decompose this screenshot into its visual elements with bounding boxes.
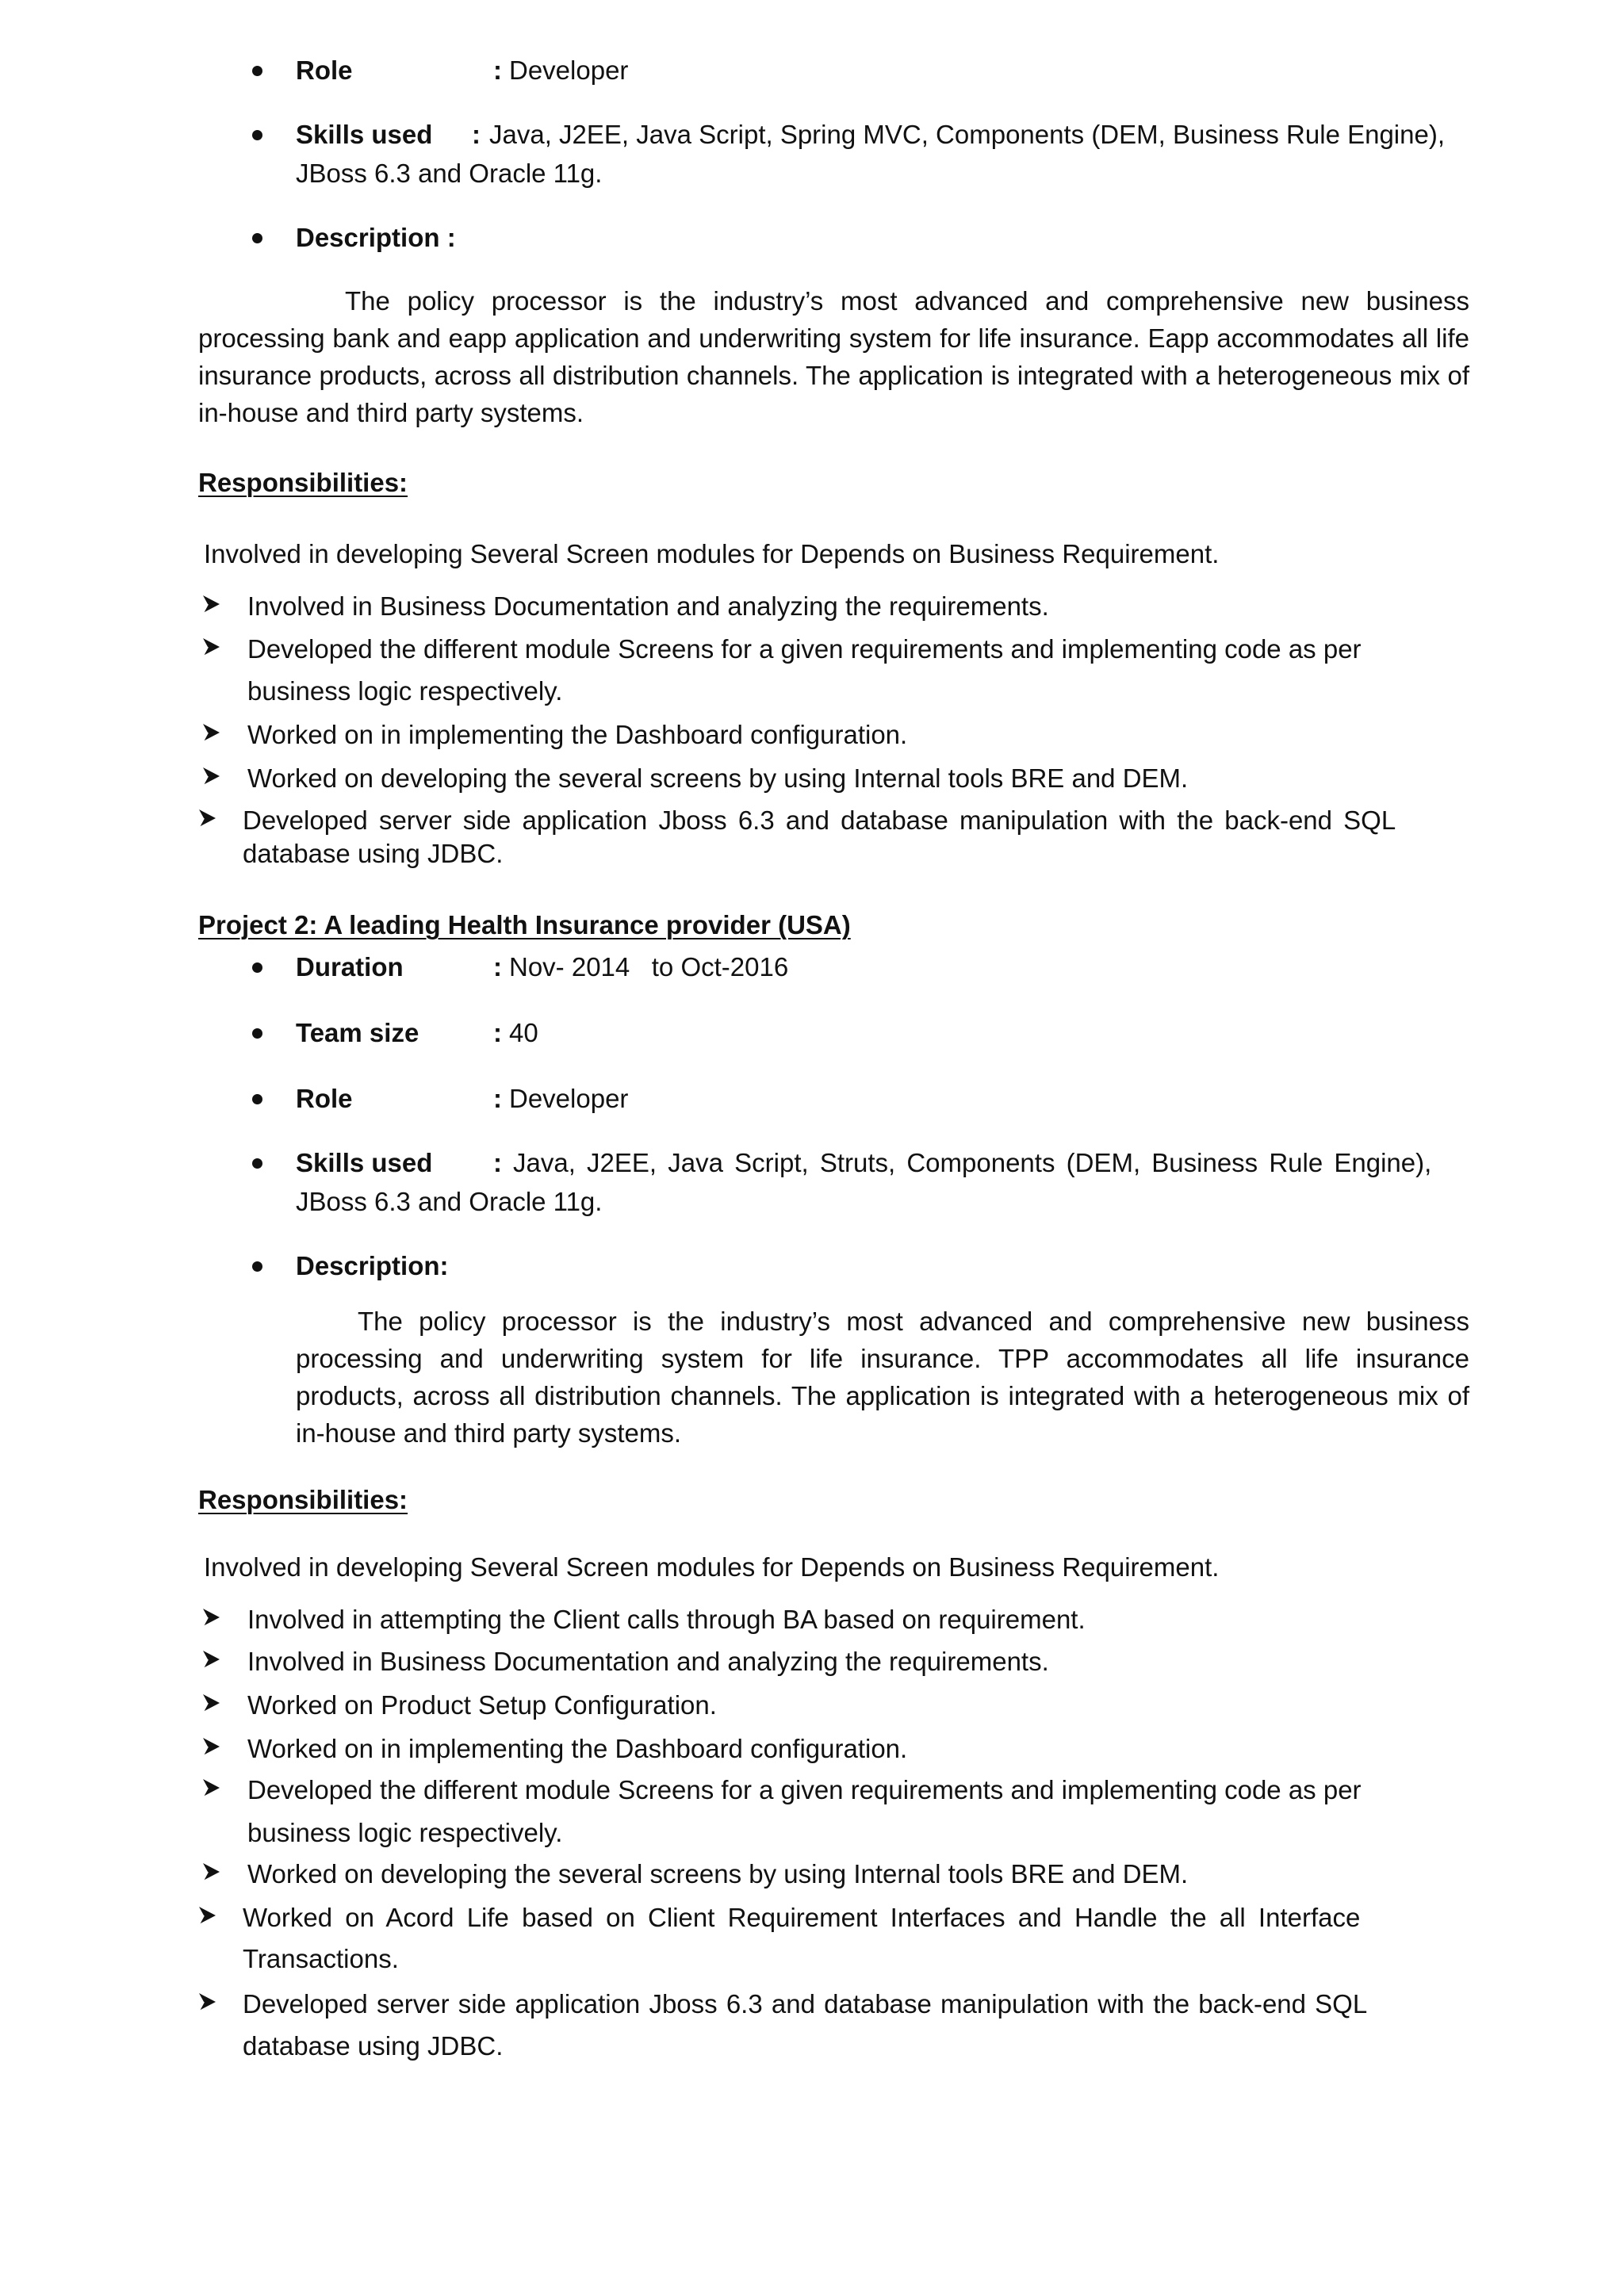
description-label: Description: xyxy=(296,1251,449,1280)
list-item-continued: Transactions. xyxy=(243,1944,399,1973)
arrow-bullet-icon xyxy=(201,637,221,657)
responsibilities-heading: Responsibilities: xyxy=(198,468,408,497)
list-item-continued: business logic respectively. xyxy=(247,676,563,706)
arrow-bullet-icon xyxy=(197,808,217,828)
responsibilities-intro: Involved in developing Several Screen modules for Depends on Business Requirement. xyxy=(204,1552,1220,1582)
list-item: Developed server side application Jboss 6.3 and database manipulation with the back-end SQL xyxy=(243,1989,1368,2019)
list-item-continued: business logic respectively. xyxy=(247,1818,563,1847)
list-item: Developed the different module Screens for a given requirements and implementing code as per xyxy=(247,634,1362,664)
role-label: Role xyxy=(296,1084,353,1113)
team-size-value: 40 xyxy=(509,1018,538,1047)
list-item: Developed server side application Jboss 6.3 and database manipulation with the back-end SQL xyxy=(243,806,1396,835)
team-size-separator: : xyxy=(493,1018,502,1047)
list-item: Worked on developing the several screens by using Internal tools BRE and DEM. xyxy=(247,763,1189,793)
skills-label: Skills used xyxy=(296,120,433,149)
bullet-dot-icon xyxy=(252,1028,262,1039)
project-heading: Project 2: A leading Health Insurance provider (USA) xyxy=(198,910,851,939)
duration-value: Nov- 2014 to Oct-2016 xyxy=(509,952,789,982)
bullet-dot-icon xyxy=(252,1261,262,1272)
arrow-bullet-icon xyxy=(201,1649,221,1670)
list-item: Worked on in implementing the Dashboard configuration. xyxy=(247,720,908,749)
arrow-bullet-icon xyxy=(201,1862,221,1882)
list-item: Involved in Business Documentation and analyzing the requirements. xyxy=(247,1647,1049,1676)
arrow-bullet-icon xyxy=(201,1777,221,1798)
role-separator: : xyxy=(493,55,502,85)
arrow-bullet-icon xyxy=(201,1693,221,1713)
bullet-dot-icon xyxy=(252,1158,262,1169)
list-item-continued: database using JDBC. xyxy=(243,2031,504,2061)
list-item: Involved in Business Documentation and analyzing the requirements. xyxy=(247,591,1049,621)
list-item: Worked on Product Setup Configuration. xyxy=(247,1690,717,1720)
arrow-bullet-icon xyxy=(201,722,221,743)
arrow-bullet-icon xyxy=(201,594,221,614)
skills-value: Java, J2EE, Java Script, Struts, Components (DEM, Business Rule Engine), xyxy=(513,1148,1432,1177)
skills-value: Java, J2EE, Java Script, Spring MVC, Components (DEM, Business Rule Engine), xyxy=(489,120,1445,149)
bullet-dot-icon xyxy=(252,233,262,243)
skills-separator: : xyxy=(472,120,481,149)
bullet-dot-icon xyxy=(252,1094,262,1104)
responsibilities-heading: Responsibilities: xyxy=(198,1485,408,1514)
role-label: Role xyxy=(296,55,353,85)
role-value: Developer xyxy=(509,1084,629,1113)
team-size-label: Team size xyxy=(296,1018,419,1047)
arrow-bullet-icon xyxy=(201,1607,221,1628)
bullet-dot-icon xyxy=(252,962,262,973)
arrow-bullet-icon xyxy=(197,1992,217,2012)
list-item: Worked on Acord Life based on Client Requirement Interfaces and Handle the all Interface xyxy=(243,1903,1361,1932)
list-item-continued: database using JDBC. xyxy=(243,839,504,868)
description-paragraph: The policy processor is the industry’s most advanced and comprehensive new business processing bank and eapp application and underwriting system for life insurance. Eapp accommodates all life insurance products, across all distribution channels. The application is integrated with a heterogeneous mix of in-house and third party systems. xyxy=(198,286,1469,427)
skills-value-continued: JBoss 6.3 and Oracle 11g. xyxy=(296,159,603,188)
description-paragraph: The policy processor is the industry’s most advanced and comprehensive new business processing and underwriting system for life insurance. TPP accommodates all life insurance products, across all distribution channels. The application is integrated with a heterogeneous mix of in-house and third party systems. xyxy=(296,1307,1469,1448)
arrow-bullet-icon xyxy=(201,766,221,786)
arrow-bullet-icon xyxy=(201,1736,221,1757)
responsibilities-intro: Involved in developing Several Screen modules for Depends on Business Requirement. xyxy=(204,539,1220,568)
bullet-dot-icon xyxy=(252,66,262,76)
skills-value-continued: JBoss 6.3 and Oracle 11g. xyxy=(296,1187,603,1216)
list-item: Worked on in implementing the Dashboard configuration. xyxy=(247,1734,908,1763)
duration-separator: : xyxy=(493,952,502,982)
arrow-bullet-icon xyxy=(197,1905,217,1926)
list-item: Developed the different module Screens for a given requirements and implementing code as per xyxy=(247,1775,1362,1804)
list-item: Involved in attempting the Client calls through BA based on requirement. xyxy=(247,1605,1086,1634)
description-label: Description : xyxy=(296,223,456,252)
bullet-dot-icon xyxy=(252,130,262,140)
skills-separator: : xyxy=(493,1148,502,1177)
list-item: Worked on developing the several screens by using Internal tools BRE and DEM. xyxy=(247,1859,1189,1888)
role-separator: : xyxy=(493,1084,502,1113)
skills-label: Skills used xyxy=(296,1148,433,1177)
duration-label: Duration xyxy=(296,952,404,982)
role-value: Developer xyxy=(509,55,629,85)
